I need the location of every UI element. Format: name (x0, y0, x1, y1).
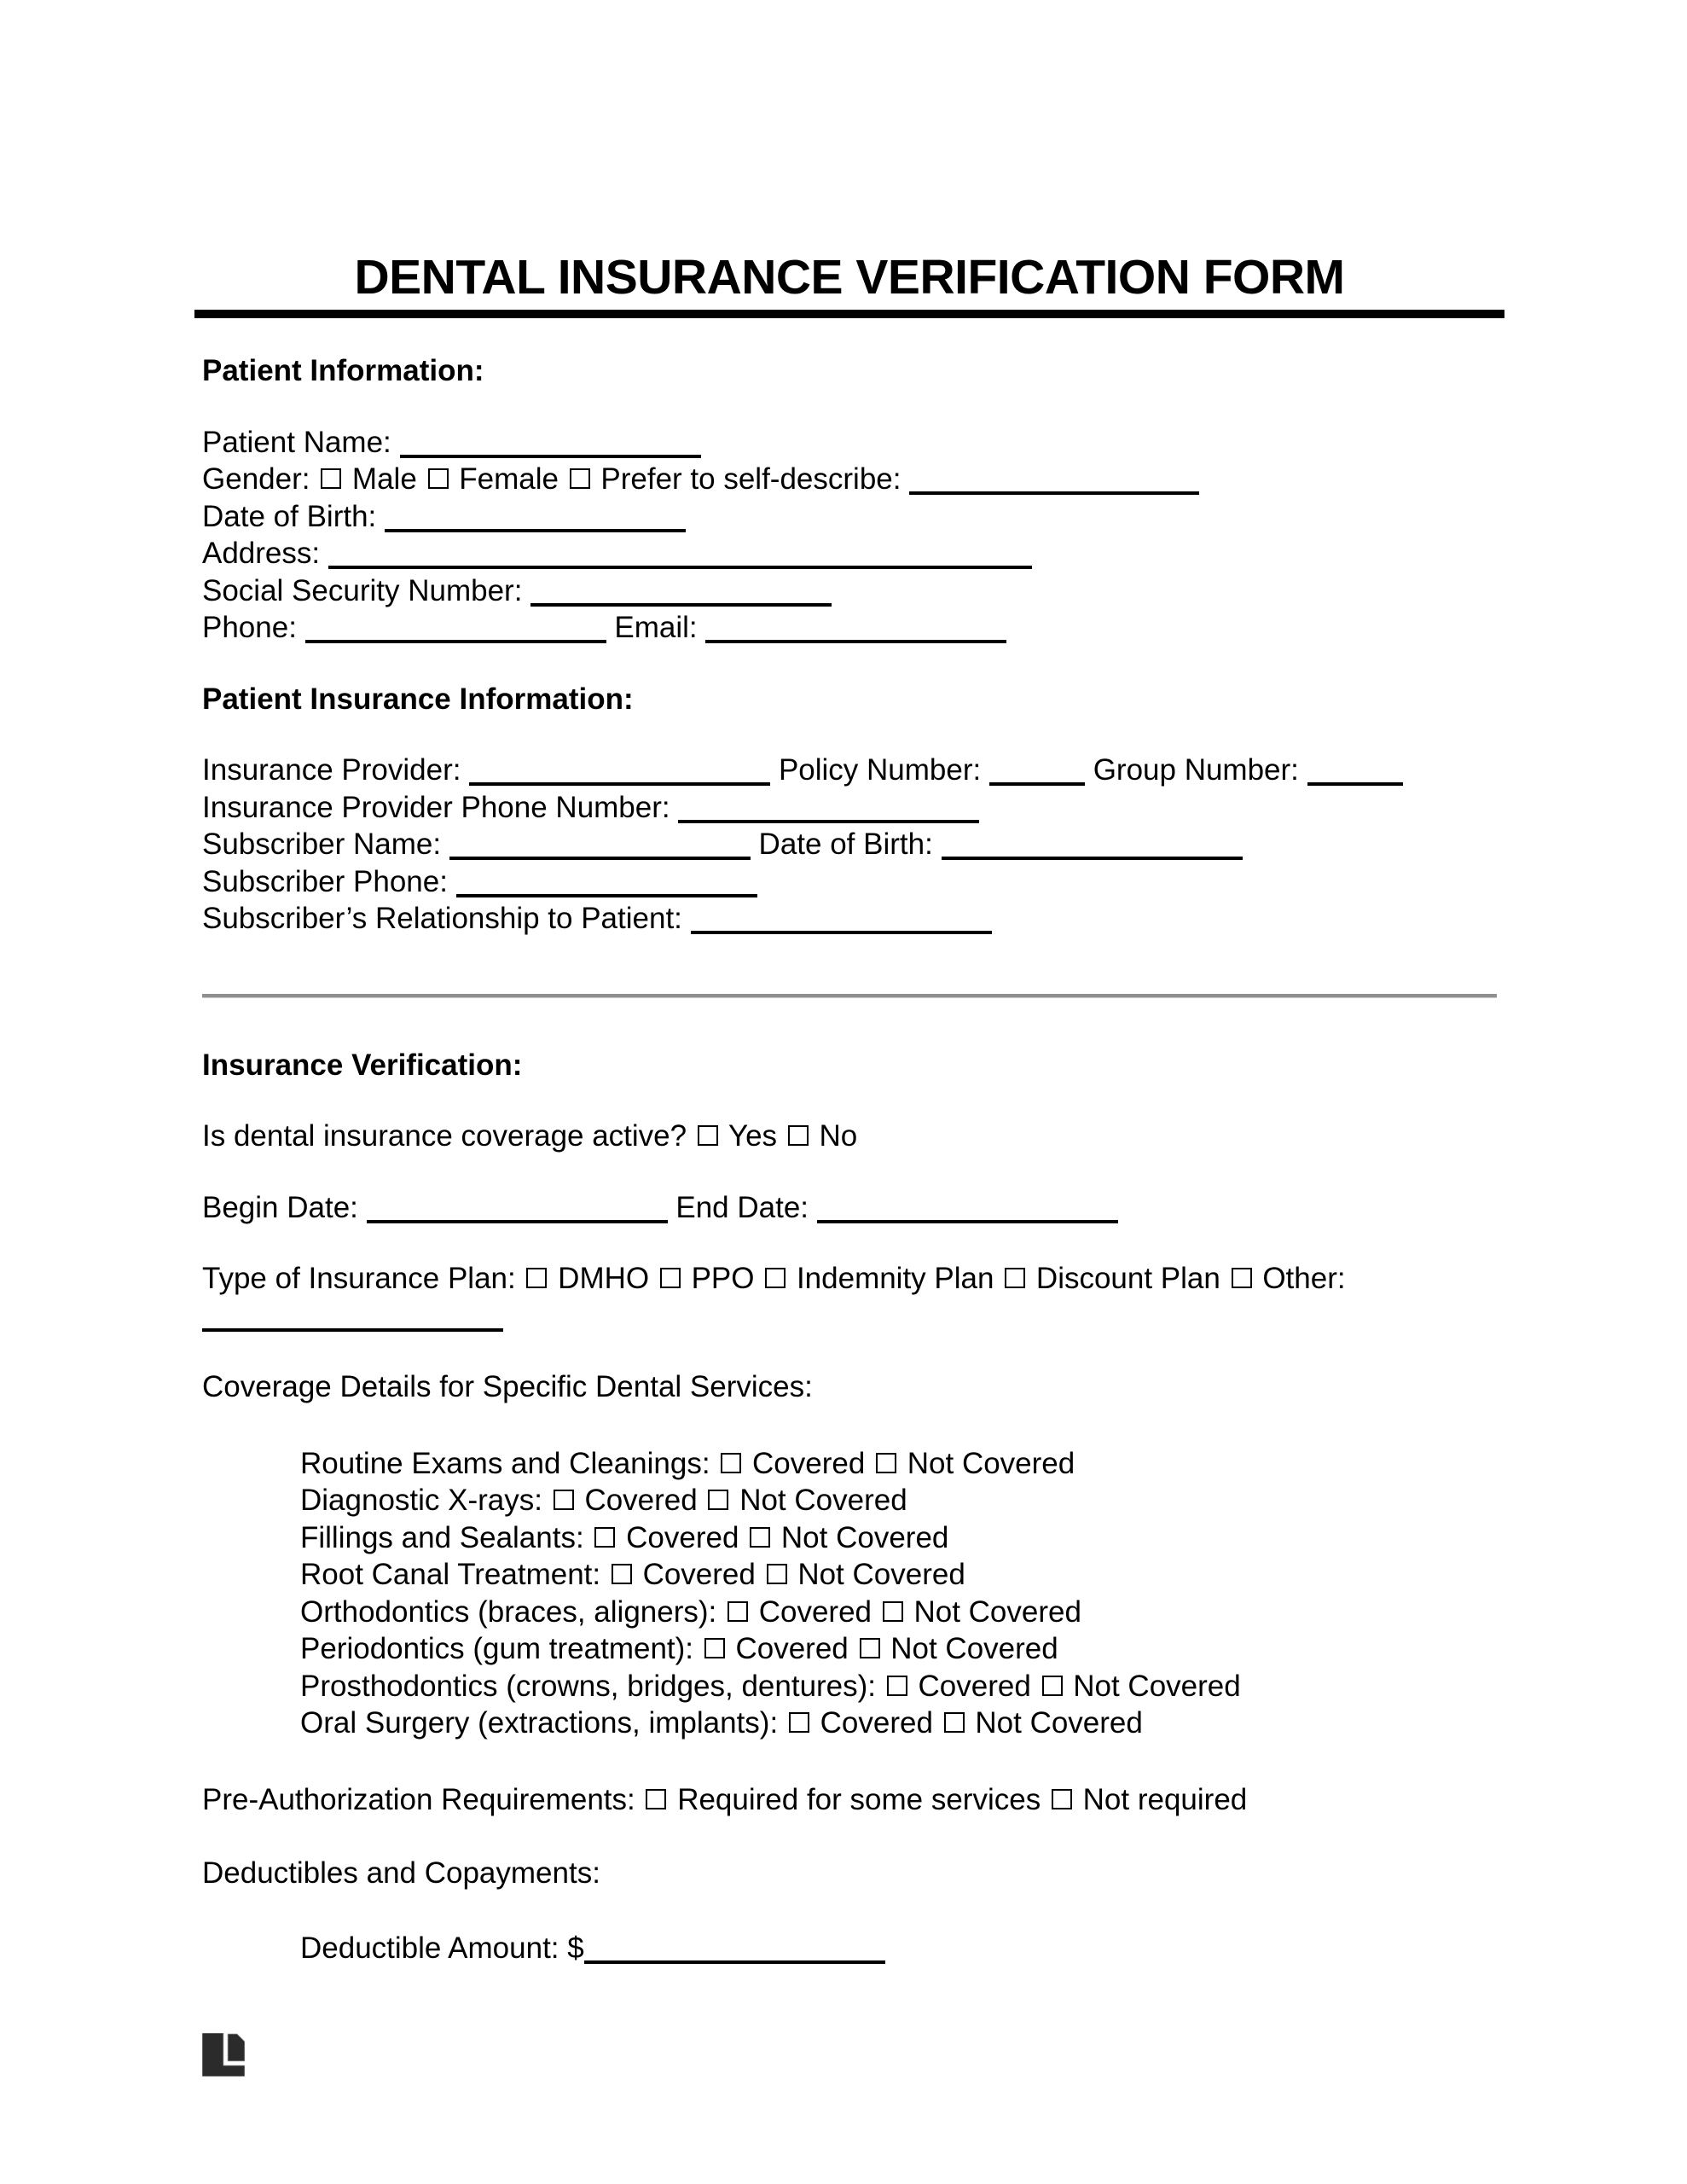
label-text: Covered (811, 1706, 942, 1740)
label-text: Required for some services (669, 1782, 1049, 1816)
paragraph-deductible-amount (300, 1930, 1497, 1967)
form-line (202, 1189, 1497, 1227)
label-text: Not Covered (1064, 1669, 1241, 1703)
label-text: Date of Birth: (202, 499, 385, 533)
form-body (202, 352, 1497, 1966)
label-text: Male (344, 462, 426, 496)
label-text: Yes (720, 1119, 786, 1153)
paragraph-coverage-active (202, 1118, 1497, 1155)
label-text: Covered (744, 1446, 874, 1480)
diagnostic-xrays-covered-checkbox[interactable] (554, 1490, 574, 1510)
label-text: Insurance Provider: (202, 753, 470, 787)
fillings-sealants-not-covered-checkbox[interactable] (750, 1527, 770, 1548)
label-text: Policy Number: (770, 753, 989, 787)
label-text: Other: (1254, 1262, 1346, 1295)
self-describe-blank[interactable] (909, 491, 1199, 495)
address-blank[interactable] (328, 566, 1032, 569)
preauth-not-required-checkbox[interactable] (1052, 1789, 1072, 1809)
phone-blank[interactable] (305, 640, 606, 643)
oral-surgery-not-covered-checkbox[interactable] (944, 1712, 965, 1733)
label-text: Covered (576, 1484, 706, 1517)
label-text: Social Security Number: (202, 573, 531, 607)
form-line (300, 1519, 1497, 1557)
label-text: Prosthodontics (crowns, bridges, dentures): (300, 1669, 884, 1703)
form-line (202, 900, 1497, 938)
subscriber-name-blank[interactable] (449, 857, 751, 860)
form-line (300, 1930, 1497, 1967)
plan-other-checkbox[interactable] (1232, 1268, 1252, 1288)
label-text: Group Number: (1084, 753, 1307, 787)
label-text: Covered (617, 1520, 748, 1554)
label-text: Not Covered (966, 1706, 1143, 1740)
label-text: Insurance Provider Phone Number: (202, 790, 679, 824)
title-rule (194, 310, 1504, 318)
coverage-active-yes-checkbox[interactable] (698, 1125, 718, 1146)
label-text: Patient Name: (202, 425, 400, 459)
male-checkbox[interactable] (321, 468, 341, 489)
form-line (202, 572, 1497, 610)
label-text: Not Covered (773, 1520, 949, 1554)
form-line (202, 789, 1497, 827)
form-line (300, 1668, 1497, 1705)
label-text: Not Covered (899, 1446, 1075, 1480)
paragraph-patient-fields (202, 424, 1497, 647)
group-number-blank[interactable] (1307, 782, 1403, 786)
label-text: Subscriber Phone: (202, 864, 456, 898)
subscriber-phone-blank[interactable] (456, 894, 757, 897)
label-text: Diagnostic X-rays: (300, 1484, 551, 1517)
fillings-sealants-covered-checkbox[interactable] (594, 1527, 615, 1548)
section-heading-patient-information: Patient Information: (202, 354, 484, 387)
legaltemplates-logo (202, 2033, 245, 2077)
label-text: Prefer to self-describe: (592, 462, 910, 496)
plan-indemnity-checkbox[interactable] (765, 1268, 786, 1288)
form-line (300, 1445, 1497, 1483)
plan-dmho-checkbox[interactable] (526, 1268, 547, 1288)
form-line (202, 826, 1497, 863)
label-text: Not Covered (789, 1558, 965, 1591)
routine-exams-covered-checkbox[interactable] (721, 1453, 741, 1473)
email-blank[interactable] (705, 640, 1006, 643)
section-divider (202, 994, 1497, 998)
page-content (202, 0, 1497, 1966)
label-text: Routine Exams and Cleanings: (300, 1446, 719, 1480)
label-text: Periodontics (gum treatment): (300, 1632, 702, 1665)
label-text: Deductible Amount: $ (300, 1931, 584, 1965)
label-text: Email: (606, 611, 706, 644)
form-line (300, 1482, 1497, 1519)
label-text: Date of Birth: (750, 828, 942, 861)
deductible-amount-blank[interactable] (584, 1960, 885, 1964)
insurance-provider-blank[interactable] (469, 782, 770, 786)
label-text: Coverage Details for Specific Dental Services: (202, 1370, 813, 1403)
label-text: Not Covered (882, 1632, 1058, 1665)
label-text: Subscriber’s Relationship to Patient: (202, 902, 691, 935)
plan-ppo-checkbox[interactable] (660, 1268, 681, 1288)
form-line (202, 863, 1497, 901)
label-text: Orthodontics (braces, aligners): (300, 1594, 725, 1629)
female-checkbox[interactable] (428, 468, 449, 489)
label-text: Covered (909, 1669, 1040, 1703)
coverage-active-no-checkbox[interactable] (788, 1125, 809, 1146)
patient-name-blank[interactable] (400, 455, 701, 458)
form-line (202, 752, 1497, 789)
form-line (300, 1630, 1497, 1668)
insurance-provider-phone-blank[interactable] (678, 820, 979, 823)
form-line (202, 1855, 1497, 1892)
label-text: End Date: (667, 1190, 817, 1224)
label-text: No (810, 1119, 858, 1153)
section-heading-patient-insurance-information: Patient Insurance Information: (202, 682, 634, 716)
label-text: Covered (750, 1594, 880, 1629)
routine-exams-not-covered-checkbox[interactable] (876, 1453, 896, 1473)
self-describe-checkbox[interactable] (570, 468, 590, 489)
label-text: Fillings and Sealants: (300, 1520, 593, 1554)
policy-number-blank[interactable] (989, 782, 1085, 786)
prosthodontics-covered-checkbox[interactable] (887, 1676, 907, 1696)
form-line (202, 609, 1497, 647)
label-text: Gender: (202, 462, 319, 496)
root-canal-covered-checkbox[interactable] (612, 1564, 632, 1584)
prosthodontics-not-covered-checkbox[interactable] (1042, 1676, 1063, 1696)
form-line (202, 424, 1497, 462)
paragraph-coverage-list (300, 1445, 1497, 1742)
form-line (202, 535, 1497, 572)
label-text: Address: (202, 537, 328, 570)
label-text: Is dental insurance coverage active? (202, 1119, 695, 1153)
oral-surgery-covered-checkbox[interactable] (789, 1712, 809, 1733)
label-text: Pre-Authorization Requirements: (202, 1782, 644, 1816)
form-line (300, 1705, 1497, 1742)
date-of-birth-blank[interactable] (385, 529, 686, 532)
diagnostic-xrays-not-covered-checkbox[interactable] (708, 1490, 728, 1510)
label-text: Type of Insurance Plan: (202, 1262, 525, 1295)
form-line (202, 461, 1497, 498)
label-text: Not Covered (731, 1484, 907, 1517)
label-text: Subscriber Name: (202, 828, 449, 861)
plan-discount-checkbox[interactable] (1005, 1268, 1025, 1288)
form-line (202, 1118, 1497, 1155)
root-canal-not-covered-checkbox[interactable] (767, 1564, 787, 1584)
paragraph-insurance-fields (202, 752, 1497, 938)
end-date-blank[interactable] (817, 1220, 1118, 1223)
form-line (202, 1368, 1497, 1406)
label-text: Indemnity Plan (788, 1262, 1003, 1295)
label-text: Not Covered (905, 1594, 1081, 1629)
label-text: Covered (634, 1558, 764, 1591)
form-line (202, 498, 1497, 536)
form-line (202, 1260, 1497, 1334)
other-plan-blank[interactable] (202, 1328, 503, 1332)
label-text: Phone: (202, 611, 305, 644)
paragraph-preauth (202, 1781, 1497, 1819)
label-text: Deductibles and Copayments: (202, 1856, 600, 1890)
label-text: PPO (682, 1262, 763, 1295)
label-text: Discount Plan (1028, 1262, 1229, 1295)
label-text: Covered (727, 1632, 857, 1665)
paragraph-plan-type (202, 1260, 1497, 1334)
page-title: DENTAL INSURANCE VERIFICATION FORM (354, 250, 1345, 305)
begin-date-blank[interactable] (367, 1220, 668, 1223)
label-text: DMHO (549, 1262, 658, 1295)
ssn-blank[interactable] (530, 603, 832, 607)
form-line (300, 1594, 1497, 1631)
label-text: Root Canal Treatment: (300, 1558, 609, 1591)
paragraph-coverage-details-label (202, 1368, 1497, 1406)
preauth-required-checkbox[interactable] (646, 1789, 666, 1809)
subscriber-relationship-blank[interactable] (691, 931, 992, 934)
section-heading-insurance-verification: Insurance Verification: (202, 1048, 523, 1082)
label-text: Not required (1074, 1782, 1248, 1816)
form-line (300, 1556, 1497, 1594)
orthodontics-covered-checkbox[interactable] (728, 1601, 748, 1622)
paragraph-coverage-dates (202, 1189, 1497, 1227)
subscriber-dob-blank[interactable] (942, 857, 1243, 860)
form-line (202, 1781, 1497, 1819)
paragraph-deductibles (202, 1855, 1497, 1892)
periodontics-not-covered-checkbox[interactable] (860, 1638, 880, 1658)
label-text: Begin Date: (202, 1190, 367, 1224)
periodontics-covered-checkbox[interactable] (704, 1638, 725, 1658)
label-text: Oral Surgery (extractions, implants): (300, 1706, 786, 1740)
orthodontics-not-covered-checkbox[interactable] (883, 1601, 903, 1622)
label-text: Female (450, 462, 567, 496)
